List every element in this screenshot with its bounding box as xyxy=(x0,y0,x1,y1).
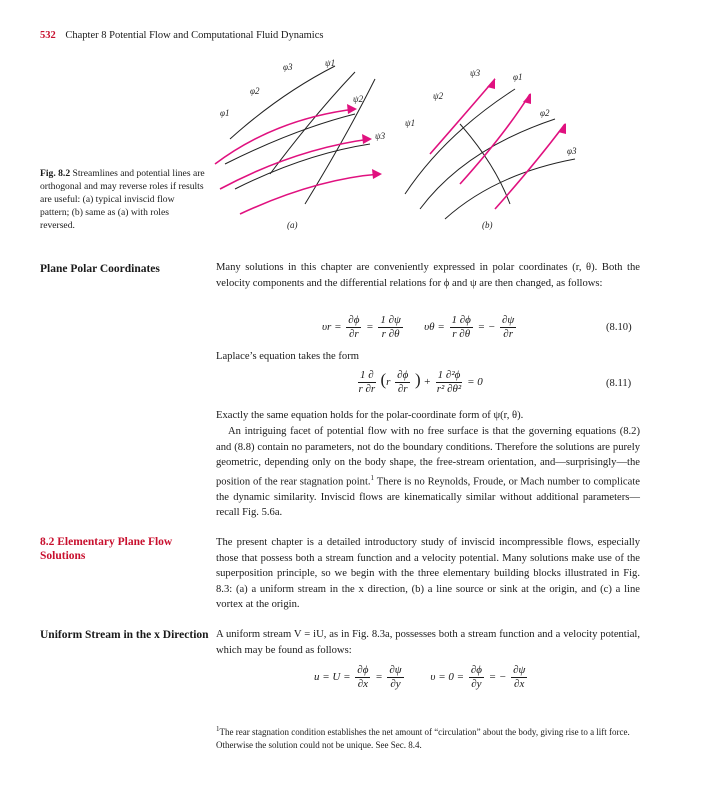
uniform-stream-paragraph: A uniform stream V = iU, as in Fig. 8.3a, possesses both a stream function and a velocity potential, which may be found as follows: xyxy=(216,629,640,656)
eq-u-lhs: u = U = xyxy=(314,671,351,684)
fig-b-label-phi1: φ1 xyxy=(513,72,523,82)
fig-a-phi1-line xyxy=(230,66,335,139)
footnote-text: The rear stagnation condition establishes the net amount of “circulation” about the body, giving rise to a lift force. Otherwise the solution could not be unique. See Sec. 8.4. xyxy=(216,727,630,750)
fig-a-label-psi1: ψ1 xyxy=(325,58,336,68)
eq-number-8-11: (8.11) xyxy=(606,378,632,389)
fig-a-streamlines xyxy=(215,109,380,214)
fig-b-arrowheads xyxy=(487,78,566,134)
fig-b-label-phi3: φ3 xyxy=(567,146,577,156)
polar-paragraph-4: An intriguing facet of potential flow with no free surface is that the governing equations (8.2) and (8.8) contain no parameters, not do the boundary conditions. Therefore the solutions are purely geometric, depending only on the body shape, the free-stream orientation, and—surprisingly—the position of the rear stagnation point.$^1$ There is no Reynolds, Froude, or Mach number to complicate the dynamic similarity. Inviscid flows are kinematically similar without additional parameters—recall Fig. 5.6a. xyxy=(216,426,640,519)
fig-a-label-phi2: φ2 xyxy=(250,86,260,96)
fig-a-label-psi2: ψ2 xyxy=(353,94,364,104)
footnote-marker: 1 xyxy=(216,725,220,733)
figure-8-2 xyxy=(195,54,615,234)
fig-b-label-phi2: φ2 xyxy=(540,108,550,118)
page-header xyxy=(40,30,323,41)
fig-b-line-2 xyxy=(420,119,555,209)
footnote-ref: 1 xyxy=(370,473,375,482)
arrowhead xyxy=(347,104,357,114)
eq10-lhs2: υθ = xyxy=(424,321,445,334)
equation-8-11: $\frac{1 \partial}{r \partial r}$ (r $\frac{\partial\phi}{\partial r}$ ) + $\frac{\text{1 ∂²ϕ}}{\text{r² ∂θ²}}$ = 0 xyxy=(358,369,483,395)
eq-number-8-10: (8.10) xyxy=(606,322,632,333)
section-8-2-paragraph: The present chapter is a detailed introductory study of inviscid incompressible flows, especially those that possess both a stream function and a velocity potential. Many solutions make use of the superposition principle, so we begin with the three elementary building blocks illustrated in Fig. 8.3: (a) a uniform stream in the x direction, (b) a line source or sink at the origin, and (c) a line vortex at the origin. xyxy=(216,537,640,610)
fig-b-magenta-3 xyxy=(495,124,565,209)
fig-b-label-psi2: ψ2 xyxy=(433,91,444,101)
heading-uniform-stream: Uniform Stream in the x Direction xyxy=(40,629,209,641)
fig-a-stream-3 xyxy=(240,174,380,214)
fig-b-line-3 xyxy=(445,159,575,219)
fig-a-psi2-black xyxy=(225,114,355,164)
polar-paragraph-1: Many solutions in this chapter are conveniently expressed in polar coordinates (r, θ). Both the velocity components and the differential relations for ϕ and ψ are then changed, as follows: xyxy=(216,262,640,289)
polar-paragraph-3: Exactly the same equation holds for the polar-coordinate form of ψ(r, θ). xyxy=(216,410,524,421)
fig-b-label: (b) xyxy=(482,220,493,230)
caption-title: Fig. 8.2 xyxy=(40,168,71,179)
heading-8-2: 8.2 Elementary Plane Flow Solutions xyxy=(40,536,173,562)
equation-8-10: υr = $\frac{\partial\phi}{\partial r}$ = $\frac{1 \partial\psi}{r \partial\theta}$ υθ = $\frac{1 \partial\phi}{r \partial\theta}$ = − $\frac{\partial\psi}{\partial r}$ xyxy=(322,314,515,340)
fig-a-potential-lines xyxy=(225,66,375,204)
footnote xyxy=(216,723,640,752)
figure-caption xyxy=(40,167,205,232)
page-number: 532 xyxy=(40,30,56,41)
chapter-title: Chapter 8 Potential Flow and Computational Fluid Dynamics xyxy=(65,30,324,41)
fig-b-psi-line xyxy=(460,124,510,204)
equation-uniform-stream: u = U = $\frac{\partial\phi}{\partial x}$ = $\frac{\partial\psi}{\partial y}$ υ = 0 = $\frac{\partial\phi}{\partial y}$ = − $\frac{\partial\psi}{\partial x}$ xyxy=(314,664,526,690)
arrowhead xyxy=(362,134,372,144)
fig-b-label-psi1: ψ1 xyxy=(405,118,416,128)
fig-a-label: (a) xyxy=(287,220,298,230)
eq-v-lhs: υ = 0 = xyxy=(430,671,465,684)
polar-paragraph-2: Laplace’s equation takes the form xyxy=(216,351,359,362)
eq10-lhs1: υr = xyxy=(322,321,342,334)
heading-polar: Plane Polar Coordinates xyxy=(40,263,160,275)
fig-a-label-phi1: φ1 xyxy=(220,108,230,118)
fig-a-psi3-black xyxy=(235,144,370,189)
caption-text: Streamlines and potential lines are orthogonal and may reverse roles if results are useful: (a) typical inviscid flow pattern; (b) same as (a) with roles reversed. xyxy=(40,168,205,231)
fig-b-label-psi3: ψ3 xyxy=(470,68,481,78)
arrowhead xyxy=(372,169,382,179)
fig-a-phi2-line xyxy=(270,72,355,174)
fig-a-label-psi3: ψ3 xyxy=(375,131,386,141)
fig-a-label-phi3: φ3 xyxy=(283,62,293,72)
